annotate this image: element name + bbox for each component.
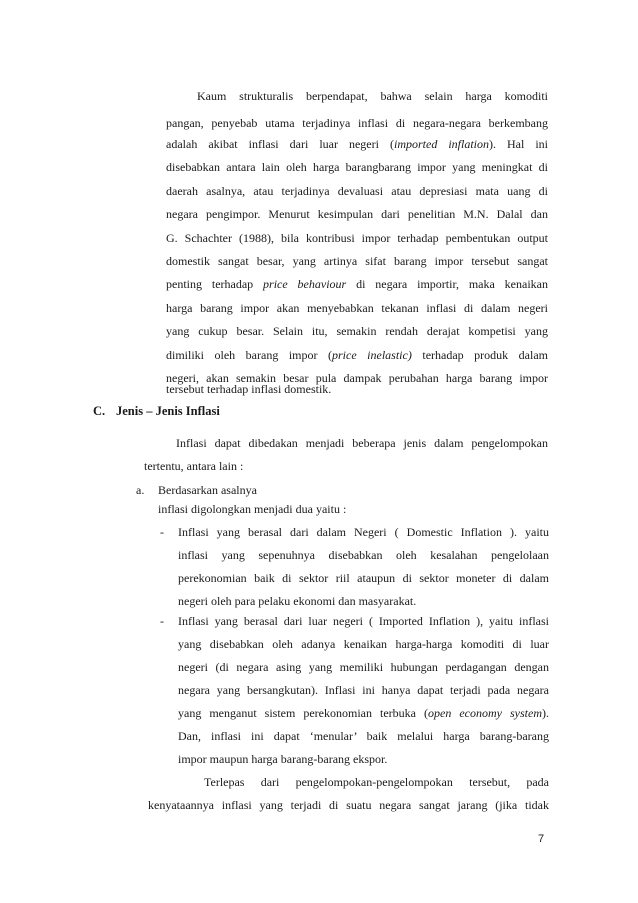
para1-line-6: negara pengimpor. Menurut kesimpulan dari penelitian M.N. Dalal dan [166, 207, 548, 221]
para1-line-14-text: tersebut terhadap inflasi domestik. [166, 382, 332, 396]
para1-line-7: G. Schachter (1988), bila kontribusi impor terhadap pembentukan output [166, 231, 548, 245]
bullet2-line-2: yang disebabkan oleh adanya kenaikan harga-harga komoditi di luar [178, 637, 549, 651]
bullet2-line-6: Dan, inflasi ini dapat ‘menular’ baik melalui harga barang-barang [178, 729, 549, 743]
intro-line-1: Inflasi dapat dibedakan menjadi beberapa jenis dalam pengelompokan [176, 436, 548, 450]
para1-line-12-a: dimiliki oleh barang impor ( [166, 348, 333, 362]
sub-a-marker: a. [136, 483, 145, 497]
para1-line-2: pangan, penyebab utama terjadinya inflasi di negara-negara berkembang [166, 116, 548, 130]
para1-line-5: daerah asalnya, atau terjadinya devaluasi atau depresiasi mata uang di [166, 184, 548, 198]
section-c-title: Jenis – Jenis Inflasi [116, 404, 220, 418]
para1-line-9 [166, 277, 548, 291]
para1-line-12-b: price inelastic) [332, 348, 412, 362]
para1-line-4: disebabkan antara lain oleh harga barangbarang impor yang meningkat di [166, 160, 548, 174]
para1-line-9-a: penting terhadap [166, 277, 264, 291]
para1-line-9-c: di negara importir, maka kenaikan [346, 277, 548, 291]
bullet1-line-2: inflasi yang sepenuhnya disebabkan oleh kesalahan pengelolaan [178, 548, 549, 562]
bullet1-line-4: negeri oleh para pelaku ekonomi dan masyarakat. [178, 594, 417, 608]
para1-line-11: yang cukup besar. Selain itu, semakin rendah derajat kompetisi yang [166, 324, 548, 338]
bullet2-line-5 [178, 706, 549, 720]
bullet2-line-5-b: open economy system [428, 706, 543, 720]
bullet1-marker: - [160, 525, 164, 539]
bullet2-line-7: impor maupun harga barang-barang ekspor. [178, 752, 388, 766]
para1-line-1: Kaum strukturalis berpendapat, bahwa selain harga komoditi [197, 89, 548, 103]
bullet2-line-1: Inflasi yang berasal dari luar negeri ( Imported Inflation ), yaitu inflasi [178, 614, 549, 628]
para1-line-8: domestik sangat besar, yang artinya sifat barang impor tersebut sangat [166, 254, 548, 268]
bullet1-line-3: perekonomian baik di sektor riil ataupun di sektor moneter di dalam [178, 571, 549, 585]
para-end-line-1: Terlepas dari pengelompokan-pengelompokan tersebut, pada [204, 775, 549, 789]
section-c-number: C. [93, 404, 106, 418]
bullet2-line-5-a: yang menganut sistem perekonomian terbuka ( [178, 706, 429, 720]
bullet2-line-4: negara yang bersangkutan). Inflasi ini hanya dapat terjadi pada negara [178, 683, 549, 697]
para1-line-3-a: adalah akibat inflasi dari luar negeri ( [166, 137, 394, 151]
intro-line-2: tertentu, antara lain : [144, 459, 244, 473]
para1-line-3-c: ). Hal ini [489, 137, 548, 151]
para1-line-13: negeri, akan semakin besar pula dampak perubahan harga barang impor [166, 371, 548, 385]
sub-a-title: Berdasarkan asalnya [158, 483, 257, 497]
para1-line-12 [166, 348, 548, 362]
para1-line-3-b: imported inflation [393, 137, 489, 151]
page-number: 7 [538, 833, 545, 845]
para1-line-3 [166, 137, 548, 151]
bullet1-line-1: Inflasi yang berasal dari dalam Negeri ( Domestic Inflation ). yaitu [178, 525, 549, 539]
para1-line-9-b: price behaviour [263, 277, 347, 291]
para1-line-10: harga barang impor akan menyebabkan tekanan inflasi di dalam negeri [166, 301, 548, 315]
bullet2-marker: - [160, 614, 164, 628]
sub-a-subtitle: inflasi digolongkan menjadi dua yaitu : [158, 502, 347, 516]
para1-line-12-c: terhadap produk dalam [411, 348, 548, 362]
para-end-line-2: kenyataannya inflasi yang terjadi di suatu negara sangat jarang (jika tidak [148, 798, 549, 812]
bullet2-line-5-c: ). [542, 706, 549, 720]
bullet2-line-3: negeri (di negara asing yang memiliki hubungan perdagangan dengan [178, 660, 549, 674]
